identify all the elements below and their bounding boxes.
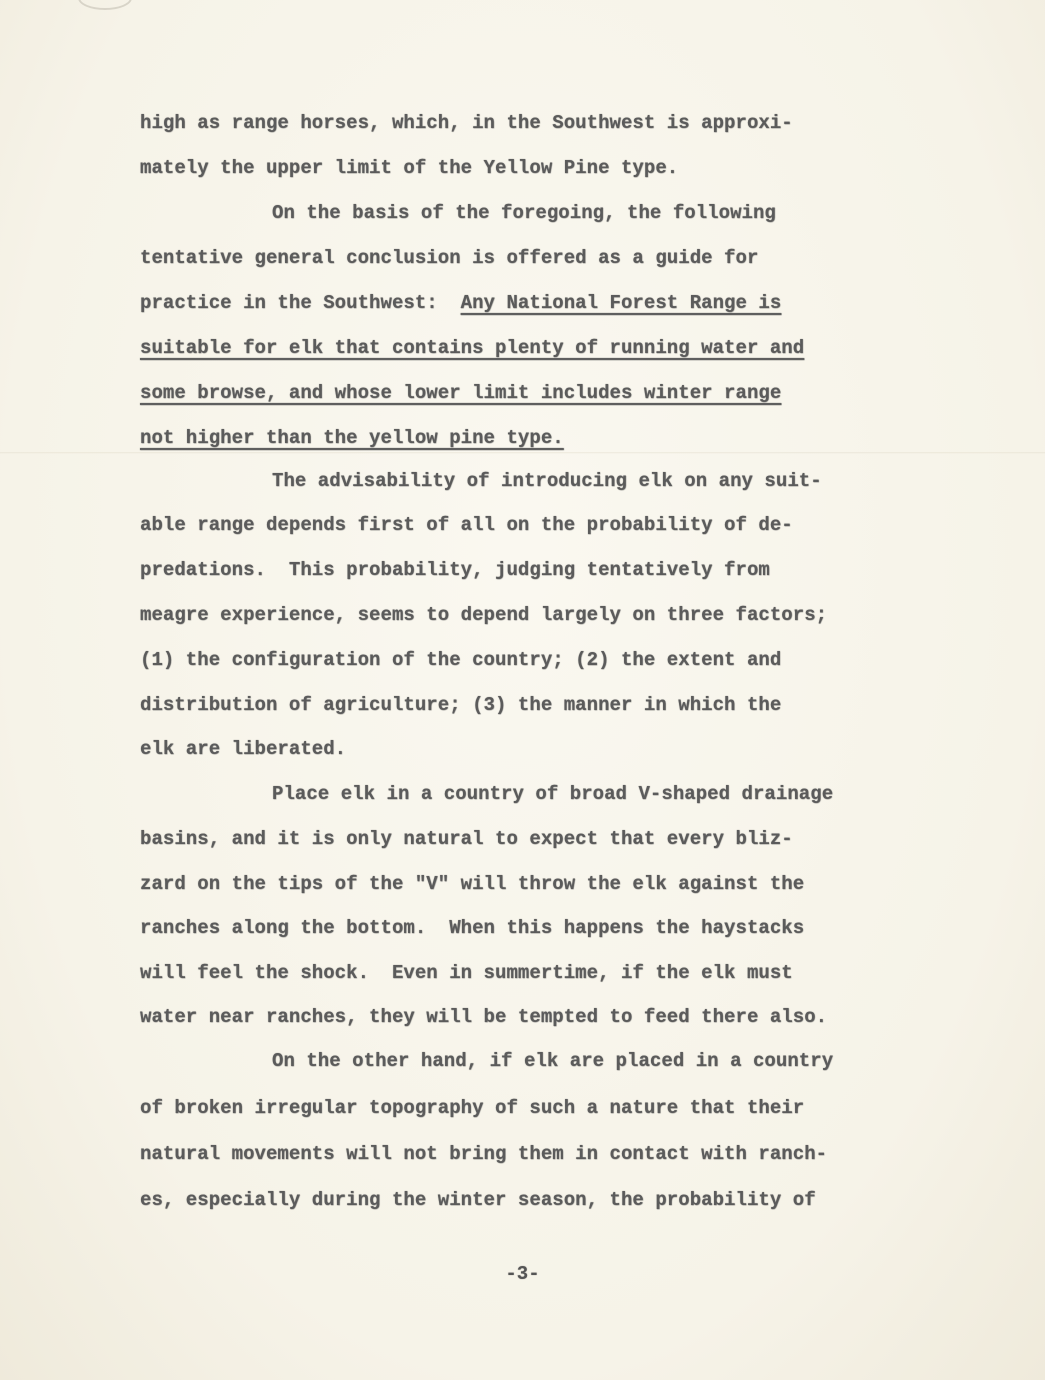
underlined-conclusion: suitable for elk that contains plenty of running water and (140, 337, 805, 359)
paper-fold-line (0, 452, 1045, 454)
paragraph-start-line: On the other hand, if elk are placed in a country (272, 1050, 834, 1072)
underlined-conclusion: Any National Forest Range is (460, 292, 782, 314)
text-line: natural movements will not bring them in contact with ranch- (140, 1143, 828, 1165)
text-line: able range depends first of all on the probability of de- (140, 514, 793, 536)
page-corner-mark (78, 0, 132, 10)
page-number: -3- (505, 1263, 540, 1285)
text-line: (1) the configuration of the country; (2) the extent and (140, 649, 782, 671)
text-line: ranches along the bottom. When this happens the haystacks (140, 917, 805, 939)
text-line: tentative general conclusion is offered as a guide for (140, 247, 759, 269)
text-line: high as range horses, which, in the Southwest is approxi- (140, 112, 793, 134)
underlined-conclusion: not higher than the yellow pine type. (140, 427, 564, 449)
text-line: predations. This probability, judging tentatively from (140, 559, 770, 581)
paragraph-start-line: Place elk in a country of broad V-shaped drainage (272, 783, 834, 805)
text-line: of broken irregular topography of such a nature that their (140, 1097, 805, 1119)
text-line: mately the upper limit of the Yellow Pine type. (140, 157, 679, 179)
underlined-conclusion: some browse, and whose lower limit includes winter range (140, 382, 782, 404)
text-line: es, especially during the winter season, the probability of (140, 1189, 816, 1211)
text-line: meagre experience, seems to depend largely on three factors; (140, 604, 828, 626)
paragraph-start-line: The advisability of introducing elk on any suit- (272, 470, 822, 492)
text-line: water near ranches, they will be tempted to feed there also. (140, 1006, 828, 1028)
text-line: zard on the tips of the "V" will throw the elk against the (140, 873, 805, 895)
text-fragment: practice in the Southwest: (140, 292, 438, 314)
text-line: distribution of agriculture; (3) the manner in which the (140, 694, 782, 716)
text-line: will feel the shock. Even in summertime, if the elk must (140, 962, 793, 984)
text-line: elk are liberated. (140, 738, 347, 760)
paragraph-start-line: On the basis of the foregoing, the following (272, 202, 776, 224)
text-line (140, 292, 781, 314)
text-line: basins, and it is only natural to expect that every bliz- (140, 828, 793, 850)
